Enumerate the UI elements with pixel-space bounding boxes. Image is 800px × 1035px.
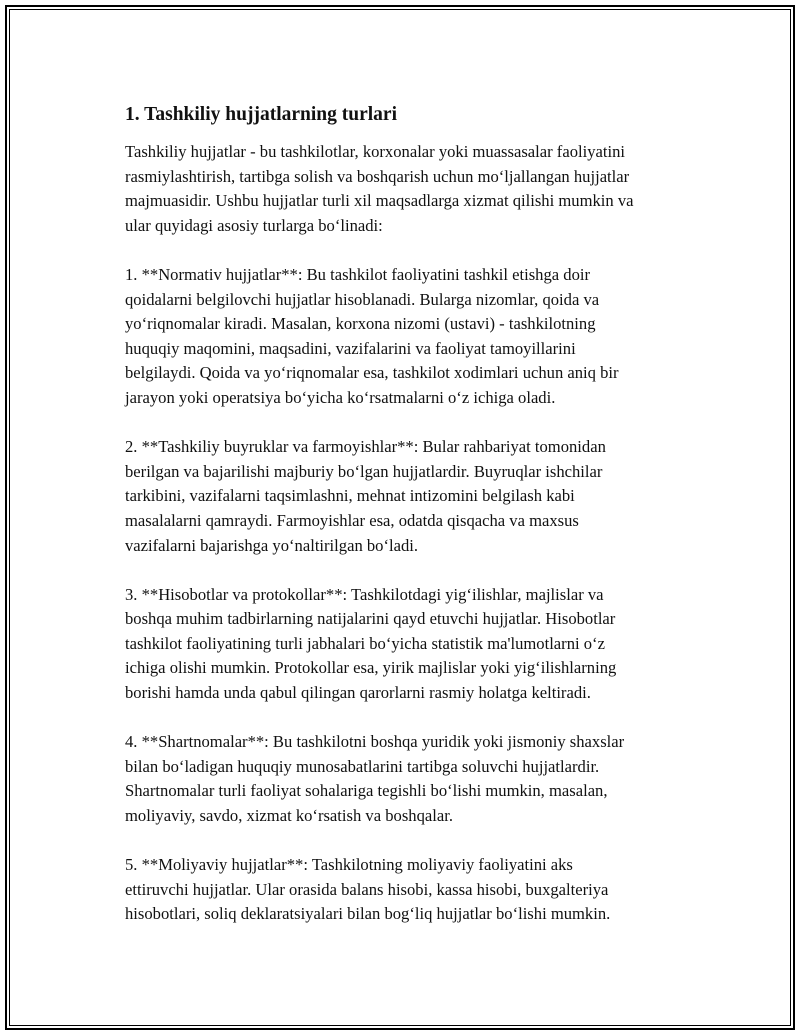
paragraph-buyruklar: 2. **Tashkiliy buyruklar va farmoyishlar**: Bular rahbariyat tomonidan berilgan va bajarilishi majburiy bo‘lgan hujjatlardir. Buyruqlar ishchilar tarkibini, vazifalarni taqsimlashni, mehnat intizomini belgilash kabi masalalarni qamraydi. Farmoyishlar esa, odatda qisqacha va maxsus vazifalarni bajarishga yo‘naltirilgan bo‘ladi.: [125, 437, 606, 555]
paragraph-moliyaviy: 5. **Moliyaviy hujjatlar**: Tashkilotning moliyaviy faoliyatini aks ettiruvchi hujjatlar. Ular orasida balans hisobi, kassa hisobi, buxgalteriya hisobotlari, soliq deklaratsiyalari bilan bog‘liq hujjatlar bo‘lishi mumkin.: [125, 855, 611, 924]
page-frame: [5, 5, 795, 1030]
paragraph-normativ: 1. **Normativ hujjatlar**: Bu tashkilot faoliyatini tashkil etishga doir qoidalarni belgilovchi hujjatlar hisoblanadi. Bularga nizomlar, qoida va yo‘riqnomalar kiradi. Masalan, korxona nizomi (ustavi) - tashkilotning huquqiy maqomini, maqsadini, vazifalarini va faoliyat tamoyillarini belgilaydi. Qoida va yo‘riqnomalar esa, tashkilot xodimlari uchun aniq bir jarayon yoki operatsiya bo‘yicha ko‘rsatmalarni o‘z ichiga oladi.: [125, 264, 619, 407]
document-body: [125, 102, 705, 952]
paragraph-hisobotlar: 3. **Hisobotlar va protokollar**: Tashkilotdagi yig‘ilishlar, majlislar va boshqa muhim tadbirlarning natijalarini qayd etuvchi hujjatlar. Hisobotlar tashkilot faoliyatining turli jabhalari bo‘yicha statistik ma'lumotlarni o‘z ichiga olishi mumkin. Protokollar esa, yirik majlislar yoki yig‘ilishlarning borishi hamda unda qabul qilingan qarorlarni rasmiy holatga keltiradi.: [125, 584, 617, 703]
intro-paragraph: Tashkiliy hujjatlar - bu tashkilotlar, korxonalar yoki muassasalar faoliyatini rasmiylashtirish, tartibga solish va boshqarish uchun mo‘ljallangan hujjatlar majmuasidir. Ushbu hujjatlar turli xil maqsadlarga xizmat qilishi mumkin va ular quyidagi asosiy turlarga bo‘linadi:: [125, 142, 634, 235]
document-title: 1. Tashkiliy hujjatlarning turlari: [125, 104, 397, 125]
paragraph-shartnomalar: 4. **Shartnomalar**: Bu tashkilotni boshqa yuridik yoki jismoniy shaxslar bilan bo‘ladigan huquqiy munosabatlarini tartibga soluvchi hujjatlardir. Shartnomalar turli faoliyat sohalariga tegishli bo‘lishi mumkin, masalan, moliyaviy, savdo, xizmat ko‘rsatish va boshqalar.: [125, 732, 625, 826]
